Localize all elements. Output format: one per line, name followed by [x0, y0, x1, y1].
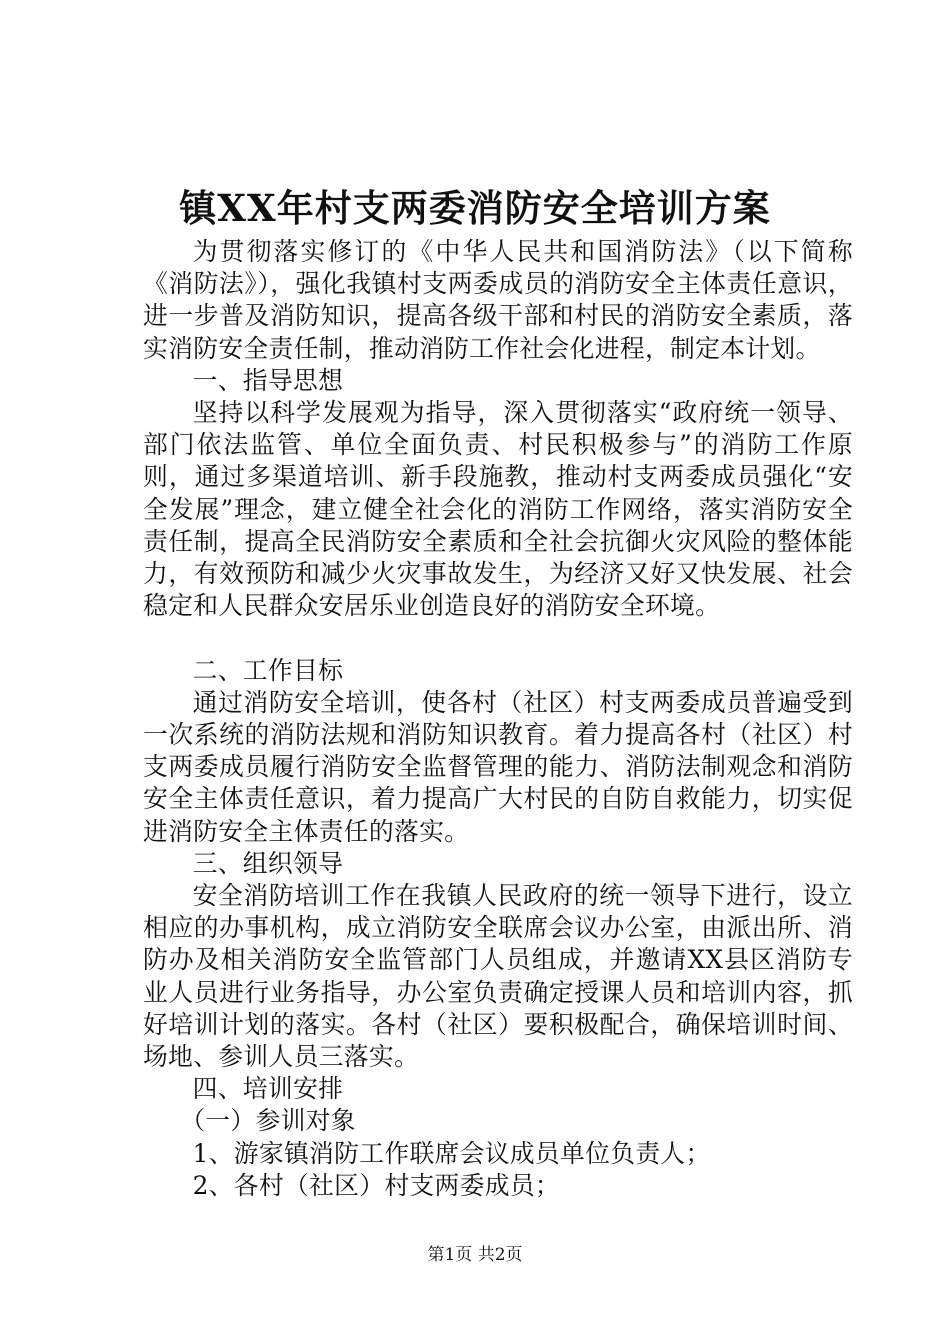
blank-line [143, 622, 853, 654]
list-item: 1、游家镇消防工作联席会议成员单位负责人； [192, 1138, 711, 1168]
list-item: 2、各村（社区）村支两委成员； [192, 1170, 561, 1200]
guiding-ideology-paragraph: 坚持以科学发展观为指导，深入贯彻落实“政府统一领导、部门依法监管、单位全面负责、村民积极参与”的消防工作原则，通过多渠道培训、新手段施教，推动村支两委成员强化“安全发展”理念，建立健全社会化的消防工作网络，落实消防安全责任制，提高全民消防安全素质和全社会抗御火灾风险的整体能力，有效预防和减少火灾事故发生，为经济又好又快发展、社会稳定和人民群众安居乐业创造良好的消防安全环境。 [143, 398, 853, 621]
intro-paragraph: 为贯彻落实修订的《中华人民共和国消防法》（以下简称《消防法》），强化我镇村支两委成员的消防安全主体责任意识，进一步普及消防知识，提高各级干部和村民的消防安全素质，落实消防安全责任制，推动消防工作社会化进程，制定本计划。 [143, 237, 853, 363]
document-body [143, 236, 853, 1202]
subsection-heading-participants: （一）参训对象 [180, 1106, 356, 1136]
work-goals-paragraph: 通过消防安全培训，使各村（社区）村支两委成员普遍受到一次系统的消防法规和消防知识教育。着力提高各村（社区）村支两委成员履行消防安全监督管理的能力、消防法制观念和消防安全主体责任意识，着力提高广大村民的自防自救能力，切实促进消防安全主体责任的落实。 [143, 687, 853, 846]
section-heading-guiding-ideology: 一、指导思想 [192, 365, 344, 395]
section-heading-training-arrangement: 四、培训安排 [192, 1074, 344, 1104]
section-heading-work-goals: 二、工作目标 [192, 655, 344, 685]
page-footer: 第1页 共2页 [427, 1245, 523, 1265]
section-heading-organization: 三、组织领导 [192, 848, 344, 878]
document-title: 镇XX年村支两委消防安全培训方案 [179, 186, 771, 230]
organization-paragraph: 安全消防培训工作在我镇人民政府的统一领导下进行，设立相应的办事机构，成立消防安全联席会议办公室，由派出所、消防办及相关消防安全监管部门人员组成，并邀请XX县区消防专业人员进行业务指导，办公室负责确定授课人员和培训内容，抓好培训计划的落实。各村（社区）要积极配合，确保培训时间、场地、参训人员三落实。 [143, 881, 853, 1072]
